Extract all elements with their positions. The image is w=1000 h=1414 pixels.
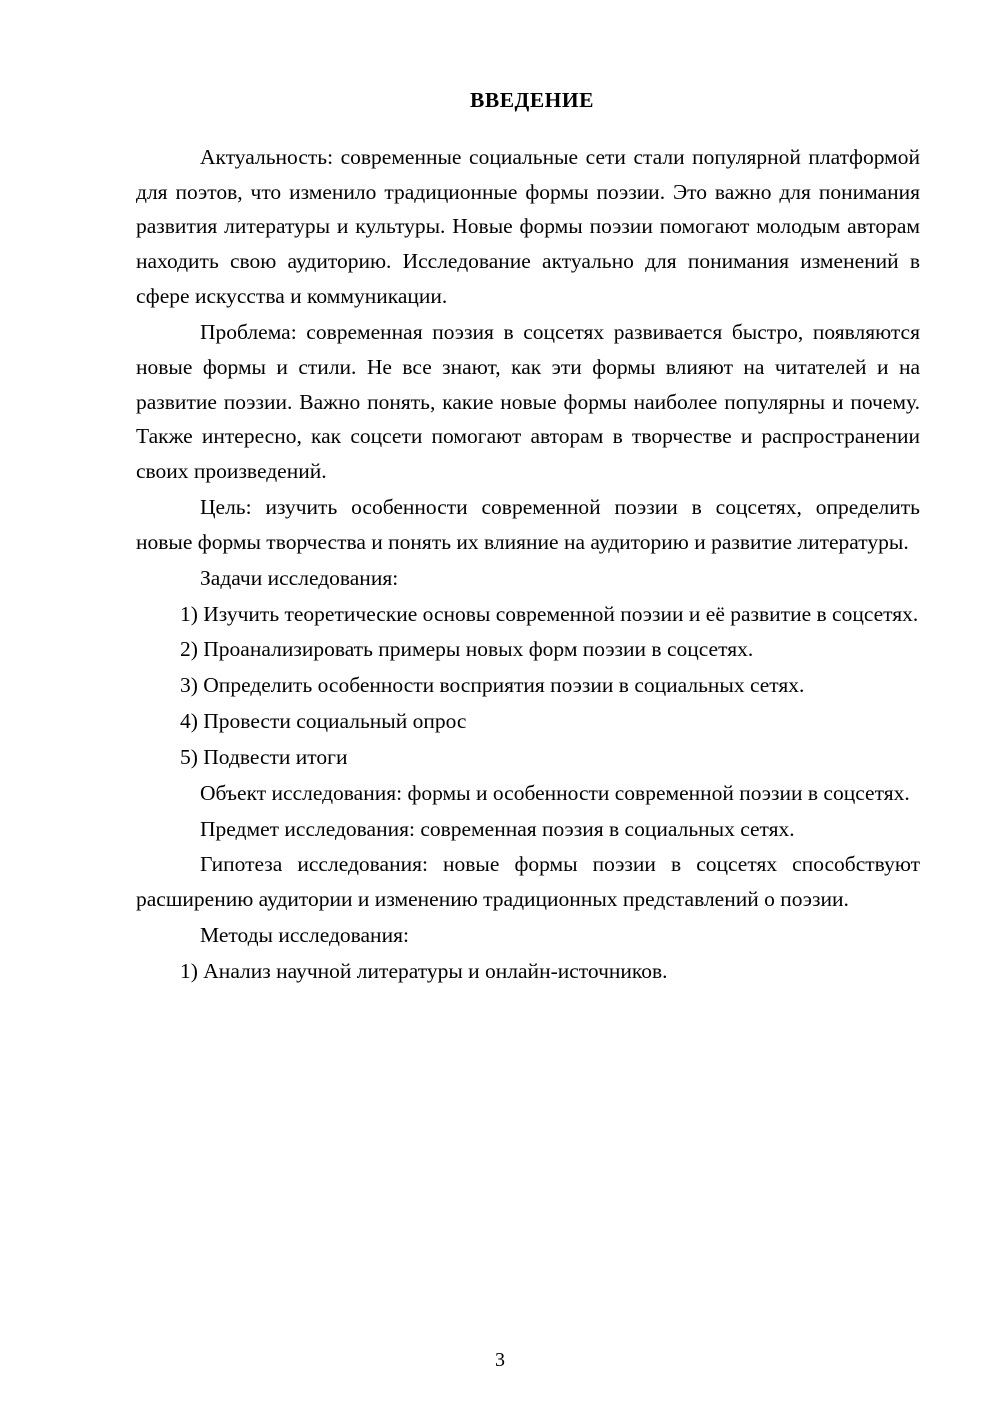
task-item-5: 5) Подвести итоги bbox=[180, 744, 348, 769]
heading-methods: Методы исследования: bbox=[200, 923, 409, 948]
paragraph-subject: Предмет исследования: современная поэзия в социальных сетях. bbox=[200, 816, 795, 841]
paragraph-goal: Цель: изучить особенности современной поэзии в соцсетях, определить новые формы творчества и понять их влияние на аудиторию и развитие литературы. bbox=[136, 495, 920, 554]
task-item-3: 3) Определить особенности восприятия поэзии в социальных сетях. bbox=[180, 673, 805, 698]
task-item-1: 1) Изучить теоретические основы современной поэзии и её развитие в соцсетях. bbox=[180, 601, 919, 626]
paragraph-object: Объект исследования: формы и особенности современной поэзии в соцсетях. bbox=[200, 780, 910, 805]
task-item-2: 2) Проанализировать примеры новых форм поэзии в соцсетях. bbox=[180, 637, 754, 662]
paragraph-hypothesis: Гипотеза исследования: новые формы поэзии в соцсетях способствуют расширению аудитории и изменению традиционных представлений о поэзии. bbox=[136, 852, 920, 912]
page-title: ВВЕДЕНИЕ bbox=[470, 88, 594, 112]
heading-tasks: Задачи исследования: bbox=[200, 565, 399, 590]
method-item-1: 1) Анализ научной литературы и онлайн-источников. bbox=[180, 958, 668, 983]
task-item-4: 4) Провести социальный опрос bbox=[180, 709, 467, 734]
page-number: 3 bbox=[495, 1349, 505, 1371]
paragraph-relevance: Актуальность: современные социальные сети стали популярной платформой для поэтов, что изменило традиционные формы поэзии. Это важно для понимания развития литературы и культуры. Новые формы поэзии помогают молодым авторам находить свою аудиторию. Исследование актуально для понимания изменений в сфере искусства и коммуникации. bbox=[136, 144, 920, 309]
paragraph-problem: Проблема: современная поэзия в соцсетях развивается быстро, появляются новые формы и стили. Не все знают, как эти формы влияют на читателей и на развитие поэзии. Важно понять, какие новые формы наиболее популярны и почему. Также интересно, как соцсети помогают авторам в творчестве и распространении своих произведений. bbox=[136, 319, 920, 484]
